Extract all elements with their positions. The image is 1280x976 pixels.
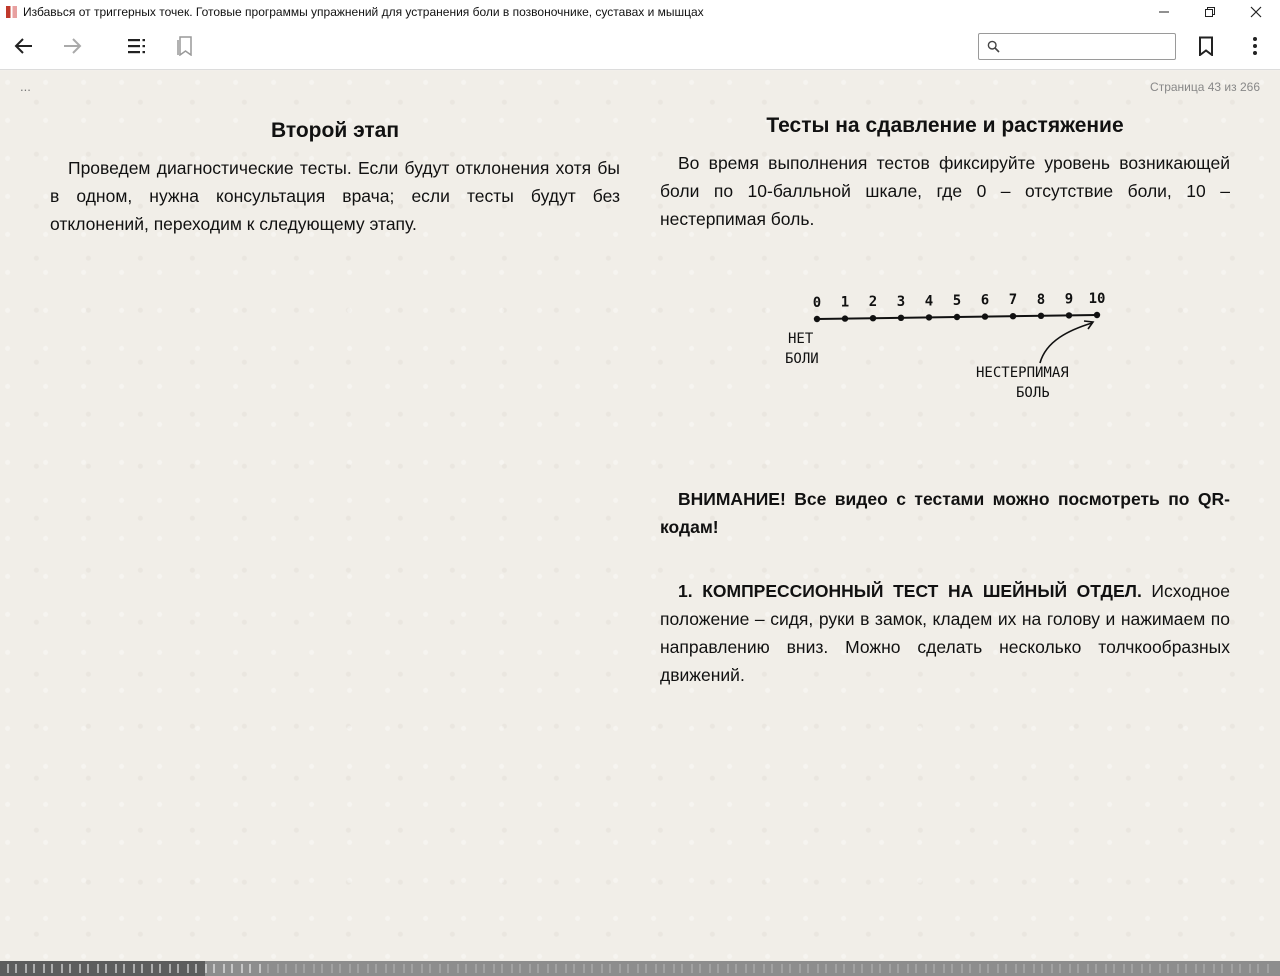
scale-dot bbox=[898, 315, 904, 321]
scale-number: 8 bbox=[1036, 291, 1046, 308]
scale-dot bbox=[1066, 312, 1072, 318]
unbearable-pain-label-line2: БОЛЬ bbox=[1016, 385, 1050, 401]
reading-area[interactable] bbox=[0, 71, 1280, 961]
compression-test-title: 1. КОМПРЕССИОННЫЙ ТЕСТ НА ШЕЙНЫЙ ОТДЕЛ. bbox=[678, 581, 1142, 601]
scale-dot bbox=[1038, 313, 1044, 319]
close-button[interactable] bbox=[1233, 0, 1279, 23]
scale-dot bbox=[814, 316, 820, 322]
scale-number: 3 bbox=[896, 293, 906, 310]
chapter-ticks bbox=[0, 961, 1280, 976]
scale-dot bbox=[1094, 312, 1100, 318]
contents-button[interactable] bbox=[122, 31, 152, 61]
scale-number: 10 bbox=[1088, 291, 1106, 307]
scale-number: 5 bbox=[952, 293, 962, 309]
left-page-heading: Второй этап bbox=[270, 119, 400, 142]
forward-button[interactable] bbox=[57, 31, 87, 61]
more-options-button[interactable] bbox=[1240, 31, 1270, 61]
ellipsis-indicator: ... bbox=[20, 79, 31, 94]
back-arrow-icon bbox=[14, 36, 34, 56]
scale-number: 7 bbox=[1008, 292, 1018, 309]
compression-test-text: Исходное положение – сидя, руки в замок, кладем их на голову и нажимаем по направлению вниз. Можно сделать несколько толчкообразных движений. bbox=[660, 581, 1231, 685]
search-icon bbox=[987, 40, 1000, 53]
forward-arrow-icon bbox=[62, 36, 82, 56]
bookmarks-list-button[interactable] bbox=[170, 31, 200, 61]
search-input[interactable] bbox=[1004, 36, 1180, 58]
scale-dot bbox=[982, 313, 988, 319]
no-pain-label-line1: НЕТ bbox=[788, 331, 814, 347]
scale-number: 2 bbox=[868, 294, 878, 311]
scale-number: 6 bbox=[980, 292, 990, 309]
window-title: Избавься от триггерных точек. Готовые программы упражнений для устранения боли в позвоночнике, суставах и мышцах bbox=[23, 4, 704, 19]
right-page-heading: Тесты на сдавление и растяжение bbox=[766, 114, 1124, 137]
scale-number: 1 bbox=[840, 294, 850, 311]
bookmark-button[interactable] bbox=[1191, 31, 1221, 61]
search-field[interactable] bbox=[978, 33, 1176, 60]
unbearable-pain-label-line1: НЕСТЕРПИМАЯ bbox=[976, 365, 1069, 381]
warning-paragraph: ВНИМАНИЕ! Все видео с тестами можно посмотреть по QR-кодам! bbox=[660, 489, 1230, 537]
scale-dot bbox=[842, 315, 848, 321]
scale-dot bbox=[870, 315, 876, 321]
bookmark-icon bbox=[1196, 36, 1216, 56]
right-page bbox=[660, 111, 1230, 689]
reading-progress-bar[interactable] bbox=[0, 961, 1280, 976]
restore-button[interactable] bbox=[1187, 0, 1233, 23]
reader-toolbar bbox=[0, 23, 1280, 70]
pain-scale-paragraph: Во время выполнения тестов фиксируйте уровень возникающей боли по 10-балльной шкале, где 0 – отсутствие боли, 10 – нестерпимая боль. bbox=[660, 153, 1230, 229]
bookmarks-list-icon bbox=[175, 36, 195, 56]
back-button[interactable] bbox=[9, 31, 39, 61]
pain-scale-illustration bbox=[784, 275, 1114, 435]
scale-number: 0 bbox=[812, 295, 822, 311]
scale-number: 9 bbox=[1064, 291, 1074, 308]
minimize-button[interactable] bbox=[1141, 0, 1187, 23]
scale-dot bbox=[926, 314, 932, 320]
left-page-paragraph: Проведем диагностические тесты. Если будут отклонения хотя бы в одном, нужна консультация врача; если тесты будут без отклонений, переходим к следующему этапу. bbox=[50, 158, 620, 234]
minimize-icon bbox=[1158, 6, 1170, 18]
compression-test-paragraph bbox=[660, 577, 1230, 689]
pointer-arrow bbox=[1040, 323, 1092, 363]
scale-number: 4 bbox=[924, 293, 934, 310]
title-bar bbox=[0, 0, 1280, 23]
more-vertical-icon bbox=[1245, 36, 1265, 56]
no-pain-label-line2: БОЛИ bbox=[785, 351, 819, 367]
close-icon bbox=[1250, 6, 1262, 18]
left-page bbox=[50, 116, 620, 238]
scale-dot bbox=[954, 314, 960, 320]
scale-dot bbox=[1010, 313, 1016, 319]
restore-icon bbox=[1204, 6, 1216, 18]
contents-list-icon bbox=[127, 36, 147, 56]
page-indicator: Страница 43 из 266 bbox=[1150, 80, 1260, 94]
app-book-icon bbox=[4, 4, 20, 20]
